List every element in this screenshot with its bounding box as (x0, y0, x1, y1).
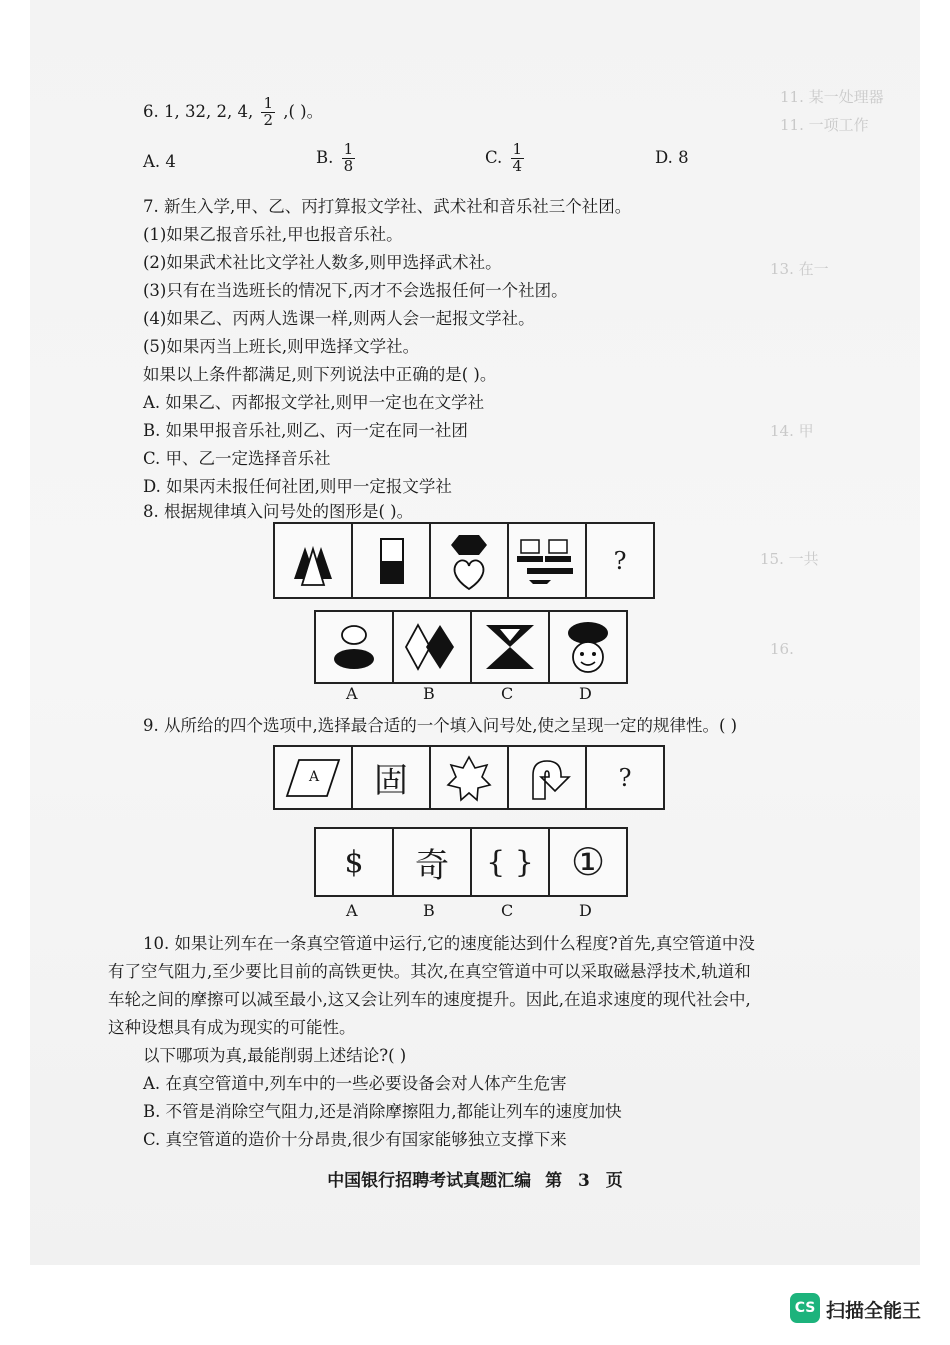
q9-label-c: C (501, 901, 514, 920)
q8-option-d-figure[interactable] (550, 612, 626, 682)
q7-condition: (1)如果乙报音乐社,甲也报音乐社。 (143, 225, 403, 244)
q6-option-b[interactable]: B. $\frac{1}{8}$ (316, 140, 354, 175)
diamonds-figure (400, 619, 464, 675)
q9-option-b-figure[interactable]: 奇 (394, 829, 472, 895)
hexagon-heart-figure (444, 531, 494, 591)
q7-stem: 7. 新生入学,甲、乙、丙打算报文学社、武术社和音乐社三个社团。 (143, 197, 632, 216)
split-rectangle-figure (371, 533, 411, 589)
q9-options-grid (314, 827, 628, 897)
q8-option-a-figure[interactable] (316, 612, 394, 682)
q7-option-a[interactable]: A. 如果乙、丙都报文学社,则甲一定也在文学社 (143, 393, 485, 412)
q6-stem: 6. 1, 32, 2, 4, $\frac{1}{2}$ ,( )。 (143, 94, 324, 129)
camscanner-logo-icon: CS (790, 1293, 820, 1323)
q9-label-a: A (346, 901, 358, 920)
q8-cell-rect (353, 524, 431, 597)
computers-figure (515, 536, 579, 586)
q7-option-b[interactable]: B. 如果甲报音乐社,则乙、丙一定在同一社团 (143, 421, 468, 440)
q9-option-a-figure[interactable]: $ (316, 829, 394, 895)
q10-option-b[interactable]: B. 不管是消除空气阻力,还是消除摩擦阻力,都能让列车的速度加快 (143, 1102, 622, 1121)
q9-label-b: B (423, 901, 435, 920)
q10-paragraph-line: 这种设想具有成为现实的可能性。 (108, 1018, 356, 1037)
q8-option-c-figure[interactable] (472, 612, 550, 682)
q8-cell-computers (509, 524, 587, 597)
q7-question: 如果以上条件都满足,则下列说法中正确的是( )。 (143, 365, 497, 384)
q8-stem: 8. 根据规律填入问号处的图形是( )。 (143, 502, 414, 521)
q7-option-d[interactable]: D. 如果丙未报任何社团,则甲一定报文学社 (143, 477, 452, 496)
curved-arrow-figure (519, 753, 575, 803)
q6-option-c[interactable]: C. $\frac{1}{4}$ (485, 140, 523, 175)
q9-label-d: D (579, 901, 592, 920)
q8-options-grid (314, 610, 628, 684)
q6-option-a[interactable]: A. 4 (143, 152, 176, 171)
ellipses-figure (329, 619, 379, 675)
q8-label-c: C (501, 684, 514, 703)
q7-condition: (5)如果丙当上班长,则甲选择文学社。 (143, 337, 420, 356)
q8-cell-hexheart (431, 524, 509, 597)
q7-condition: (4)如果乙、丙两人选课一样,则两人会一起报文学社。 (143, 309, 535, 328)
q9-cell-parallelogram: A (275, 747, 353, 808)
q8-option-b-figure[interactable] (394, 612, 472, 682)
q9-cell-arrow (509, 747, 587, 808)
smiley-figure (560, 617, 616, 677)
hourglass-figure (480, 619, 540, 675)
q10-question: 以下哪项为真,最能削弱上述结论?( ) (143, 1046, 407, 1065)
q10-paragraph-line: 10. 如果让列车在一条真空管道中运行,它的速度能达到什么程度?首先,真空管道中没 (143, 934, 755, 953)
q7-option-c[interactable]: C. 甲、乙一定选择音乐社 (143, 449, 331, 468)
q9-option-d-figure[interactable]: ① (570, 840, 606, 884)
q9-cell-question: ? (618, 763, 632, 792)
q10-option-c[interactable]: C. 真空管道的造价十分昂贵,很少有国家能够独立支撑下来 (143, 1130, 567, 1149)
q6-option-d[interactable]: D. 8 (655, 148, 689, 167)
page-footer: 中国银行招聘考试真题汇编 第 3 页 (327, 1171, 623, 1191)
q10-paragraph-line: 有了空气阻力,至少要比目前的高铁更快。其次,在真空管道中可以采取磁悬浮技术,轨道和 (108, 962, 751, 981)
q9-option-c-figure[interactable]: { } (472, 829, 550, 895)
q9-sequence-grid (273, 745, 665, 810)
q9-cell-star (431, 747, 509, 808)
q8-sequence-grid (273, 522, 655, 599)
q10-option-a[interactable]: A. 在真空管道中,列车中的一些必要设备会对人体产生危害 (143, 1074, 567, 1093)
eight-point-star-figure (444, 753, 494, 803)
q8-cell-question: ? (613, 546, 627, 575)
watermark-text: 扫描全能王 (826, 1300, 922, 1322)
q9-stem: 9. 从所给的四个选项中,选择最合适的一个填入问号处,使之呈现一定的规律性。( ) (143, 716, 738, 735)
q6-fraction: $\frac{1}{2}$ (263, 94, 273, 129)
q8-label-d: D (579, 684, 592, 703)
q9-cell-character: 固 (353, 747, 431, 808)
q10-paragraph-line: 车轮之间的摩擦可以减至最小,这又会让列车的速度提升。因此,在追求速度的现代社会中, (108, 990, 751, 1009)
q8-label-b: B (423, 684, 435, 703)
triangles-figure (288, 533, 338, 589)
q8-label-a: A (346, 684, 358, 703)
q8-cell-triangles (275, 524, 353, 597)
q7-condition: (3)只有在当选班长的情况下,丙才不会选报任何一个社团。 (143, 281, 568, 300)
q7-condition: (2)如果武术社比文学社人数多,则甲选择武术社。 (143, 253, 502, 272)
